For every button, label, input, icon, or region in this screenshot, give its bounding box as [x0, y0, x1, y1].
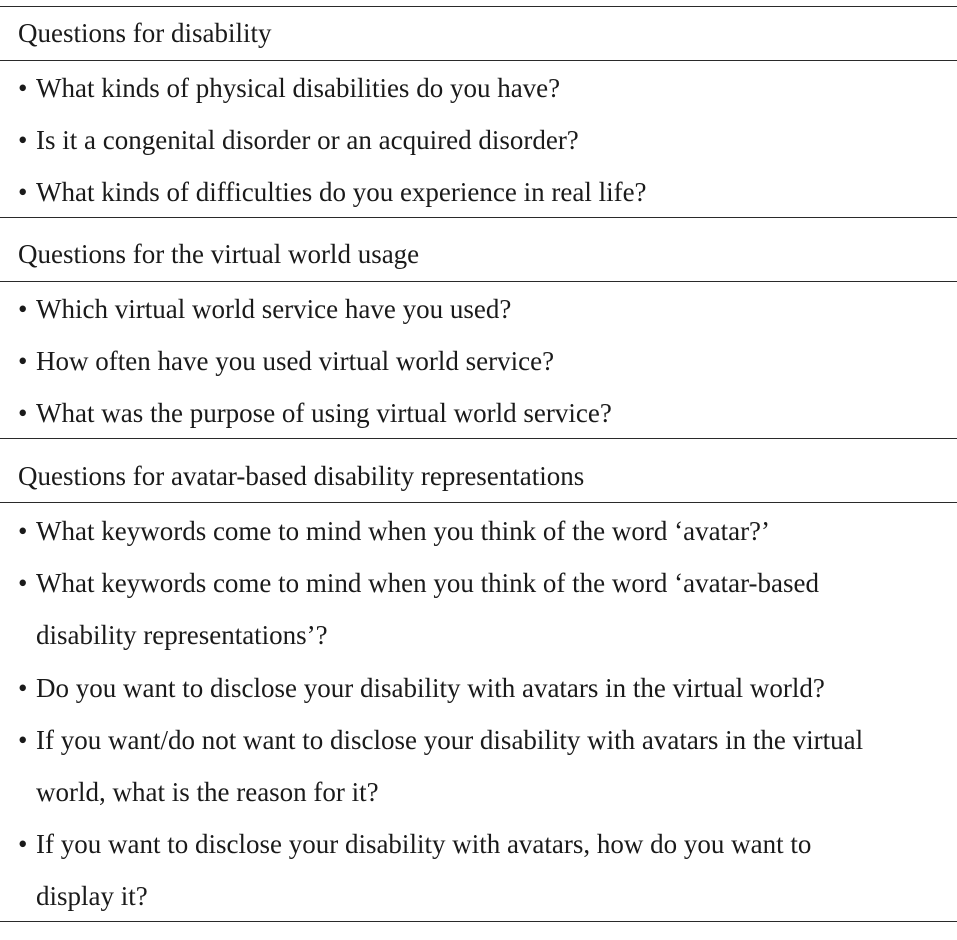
- bullet-icon: •: [18, 125, 28, 155]
- list-item: [18, 293, 511, 325]
- list-item: [18, 345, 554, 377]
- list-item: [18, 828, 811, 860]
- section-heading: Questions for the virtual world usage: [18, 239, 420, 269]
- item-continuation: disability representations’?: [36, 620, 328, 650]
- section-2-top-rule: [0, 217, 957, 218]
- section-heading: Questions for disability: [18, 18, 272, 48]
- list-item: [18, 397, 612, 429]
- list-item: [18, 176, 647, 208]
- list-item: [18, 724, 863, 756]
- item-text: What keywords come to mind when you think of the word ‘avatar-based: [36, 568, 819, 598]
- bullet-icon: •: [18, 398, 28, 428]
- bullet-icon: •: [18, 725, 28, 755]
- item-text: What keywords come to mind when you think of the word ‘avatar?’: [36, 516, 771, 546]
- list-item: [18, 124, 579, 156]
- item-text: Which virtual world service have you used?: [36, 294, 512, 324]
- item-text: What kinds of difficulties do you experience in real life?: [36, 177, 647, 207]
- bullet-icon: •: [18, 346, 28, 376]
- bullet-icon: •: [18, 177, 28, 207]
- section-3-top-rule: [0, 438, 957, 439]
- section-3-heading-rule: [0, 502, 957, 503]
- item-text: What was the purpose of using virtual world service?: [36, 398, 612, 428]
- list-item: [18, 515, 770, 547]
- bullet-icon: •: [18, 516, 28, 546]
- section-1-heading-rule: [0, 60, 957, 61]
- list-item: [18, 72, 560, 104]
- item-continuation: world, what is the reason for it?: [36, 777, 379, 807]
- item-text: What kinds of physical disabilities do you have?: [36, 73, 561, 103]
- item-continuation: display it?: [36, 881, 148, 911]
- section-heading: Questions for avatar-based disability representations: [18, 461, 585, 491]
- bullet-icon: •: [18, 829, 28, 859]
- bullet-icon: •: [18, 294, 28, 324]
- bullet-icon: •: [18, 73, 28, 103]
- item-text: Is it a congenital disorder or an acquired disorder?: [36, 125, 579, 155]
- top-rule: [0, 6, 957, 7]
- item-text: Do you want to disclose your disability with avatars in the virtual world?: [36, 673, 825, 703]
- section-2-heading-rule: [0, 281, 957, 282]
- bottom-rule: [0, 921, 957, 922]
- item-text: How often have you used virtual world service?: [36, 346, 555, 376]
- list-item: [18, 672, 825, 704]
- bullet-icon: •: [18, 673, 28, 703]
- bullet-icon: •: [18, 568, 28, 598]
- list-item: [18, 567, 819, 599]
- item-text: If you want/do not want to disclose your disability with avatars in the virtual: [36, 725, 864, 755]
- item-text: If you want to disclose your disability with avatars, how do you want to: [36, 829, 812, 859]
